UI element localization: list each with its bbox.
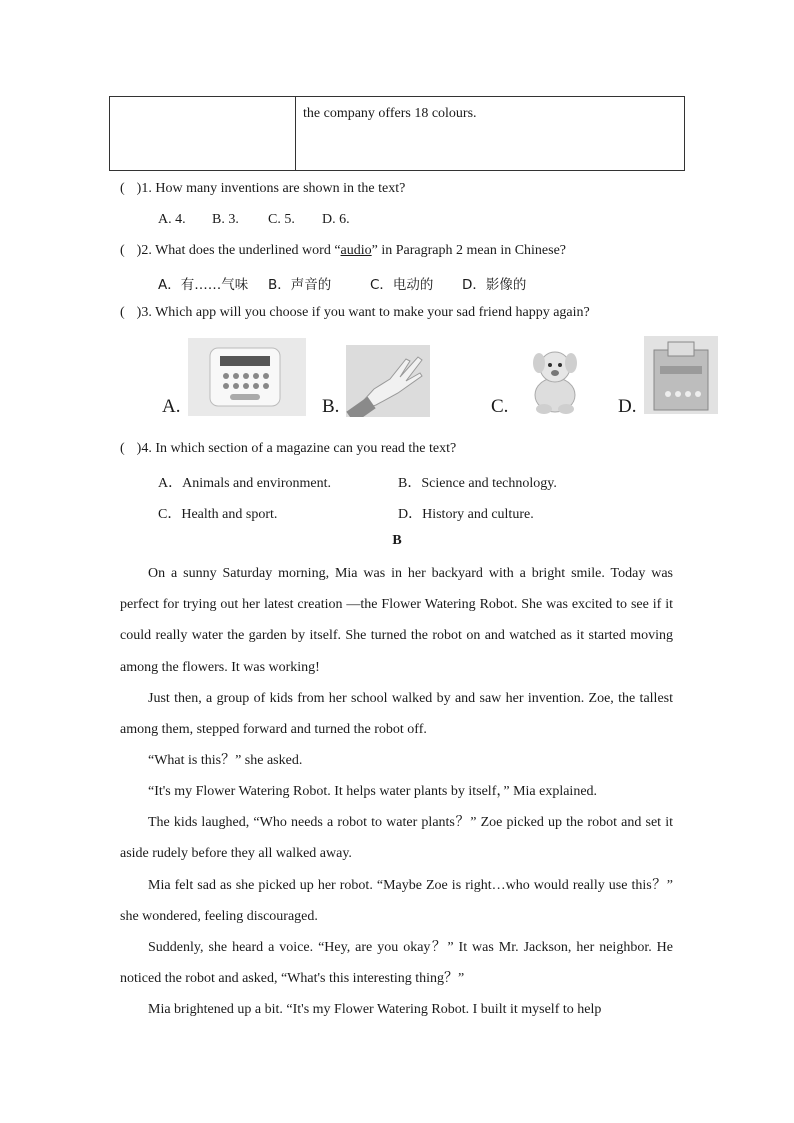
- passage-paragraph-5: The kids laughed, “Who needs a robot to water plants？” Zoe picked up the robot and set it aside rudely before they all walked away.: [120, 815, 673, 862]
- q4-option-c: C．Health and sport.: [158, 507, 278, 522]
- question-4: ( )4. In which section of a magazine can you read the text?: [120, 441, 457, 456]
- table-right-cell: the company offers 18 colours.: [303, 106, 477, 121]
- recorder-device-image: [188, 338, 306, 416]
- passage-paragraph-4: “It's my Flower Watering Robot. It helps water plants by itself，” Mia explained.: [148, 784, 598, 799]
- q4-option-a: A．Animals and environment.: [158, 476, 332, 491]
- passage-paragraph-2: Just then, a group of kids from her school walked by and saw her invention. Zoe, the tallest among them, stepped forward and turned the robot off.: [120, 691, 673, 738]
- q4-option-d: D．History and culture.: [398, 507, 534, 522]
- robot-hand-image: [346, 345, 430, 417]
- q2-option-a: A．有……气味: [158, 277, 249, 293]
- projector-box-image: [644, 336, 718, 414]
- section-heading: B: [392, 533, 402, 548]
- passage-paragraph-6: Mia felt sad as she picked up her robot. “Maybe Zoe is right…who would really use this？” she wondered, feeling discouraged.: [120, 878, 673, 925]
- question-2: ( )2. What does the underlined word “audio” in Paragraph 2 mean in Chinese?: [120, 243, 567, 258]
- q2-option-c: C．电动的: [370, 277, 434, 293]
- q1-option-d: D. 6.: [322, 212, 350, 227]
- passage-paragraph-7: Suddenly, she heard a voice. “Hey, are you okay？” It was Mr. Jackson, her neighbor. He noticed the robot and asked, “What's this interesting thing？”: [120, 940, 673, 987]
- question-3: ( )3. Which app will you choose if you want to make your sad friend happy again?: [120, 305, 590, 320]
- q1-option-b: B. 3.: [212, 212, 239, 227]
- passage-paragraph-1: On a sunny Saturday morning, Mia was in her backyard with a bright smile. Today was perfect for trying out her latest creation —the Flower Watering Robot. She was excited to see if it could really water the garden by itself. She turned the robot on and watched as it started moving among the flowers. It was working!: [120, 566, 673, 675]
- q3-option-b-label: B.: [322, 396, 340, 417]
- q2-option-d: D．影像的: [462, 277, 527, 293]
- info-table: [109, 96, 685, 171]
- teddy-bear-image: [524, 345, 586, 415]
- q2-option-b: B．声音的: [268, 277, 332, 293]
- passage-paragraph-8: Mia brightened up a bit. “It's my Flower Watering Robot. I built it myself to help: [148, 1002, 602, 1017]
- passage-paragraph-3: “What is this？” she asked.: [148, 753, 303, 768]
- table-divider: [295, 97, 296, 170]
- q1-option-a: A. 4.: [158, 212, 186, 227]
- q4-option-b: B．Science and technology.: [398, 476, 557, 491]
- question-1: ( )1. How many inventions are shown in the text?: [120, 181, 406, 196]
- q1-option-c: C. 5.: [268, 212, 295, 227]
- q3-option-d-label: D.: [618, 396, 637, 417]
- q3-option-a-label: A.: [162, 396, 181, 417]
- q3-option-c-label: C.: [491, 396, 509, 417]
